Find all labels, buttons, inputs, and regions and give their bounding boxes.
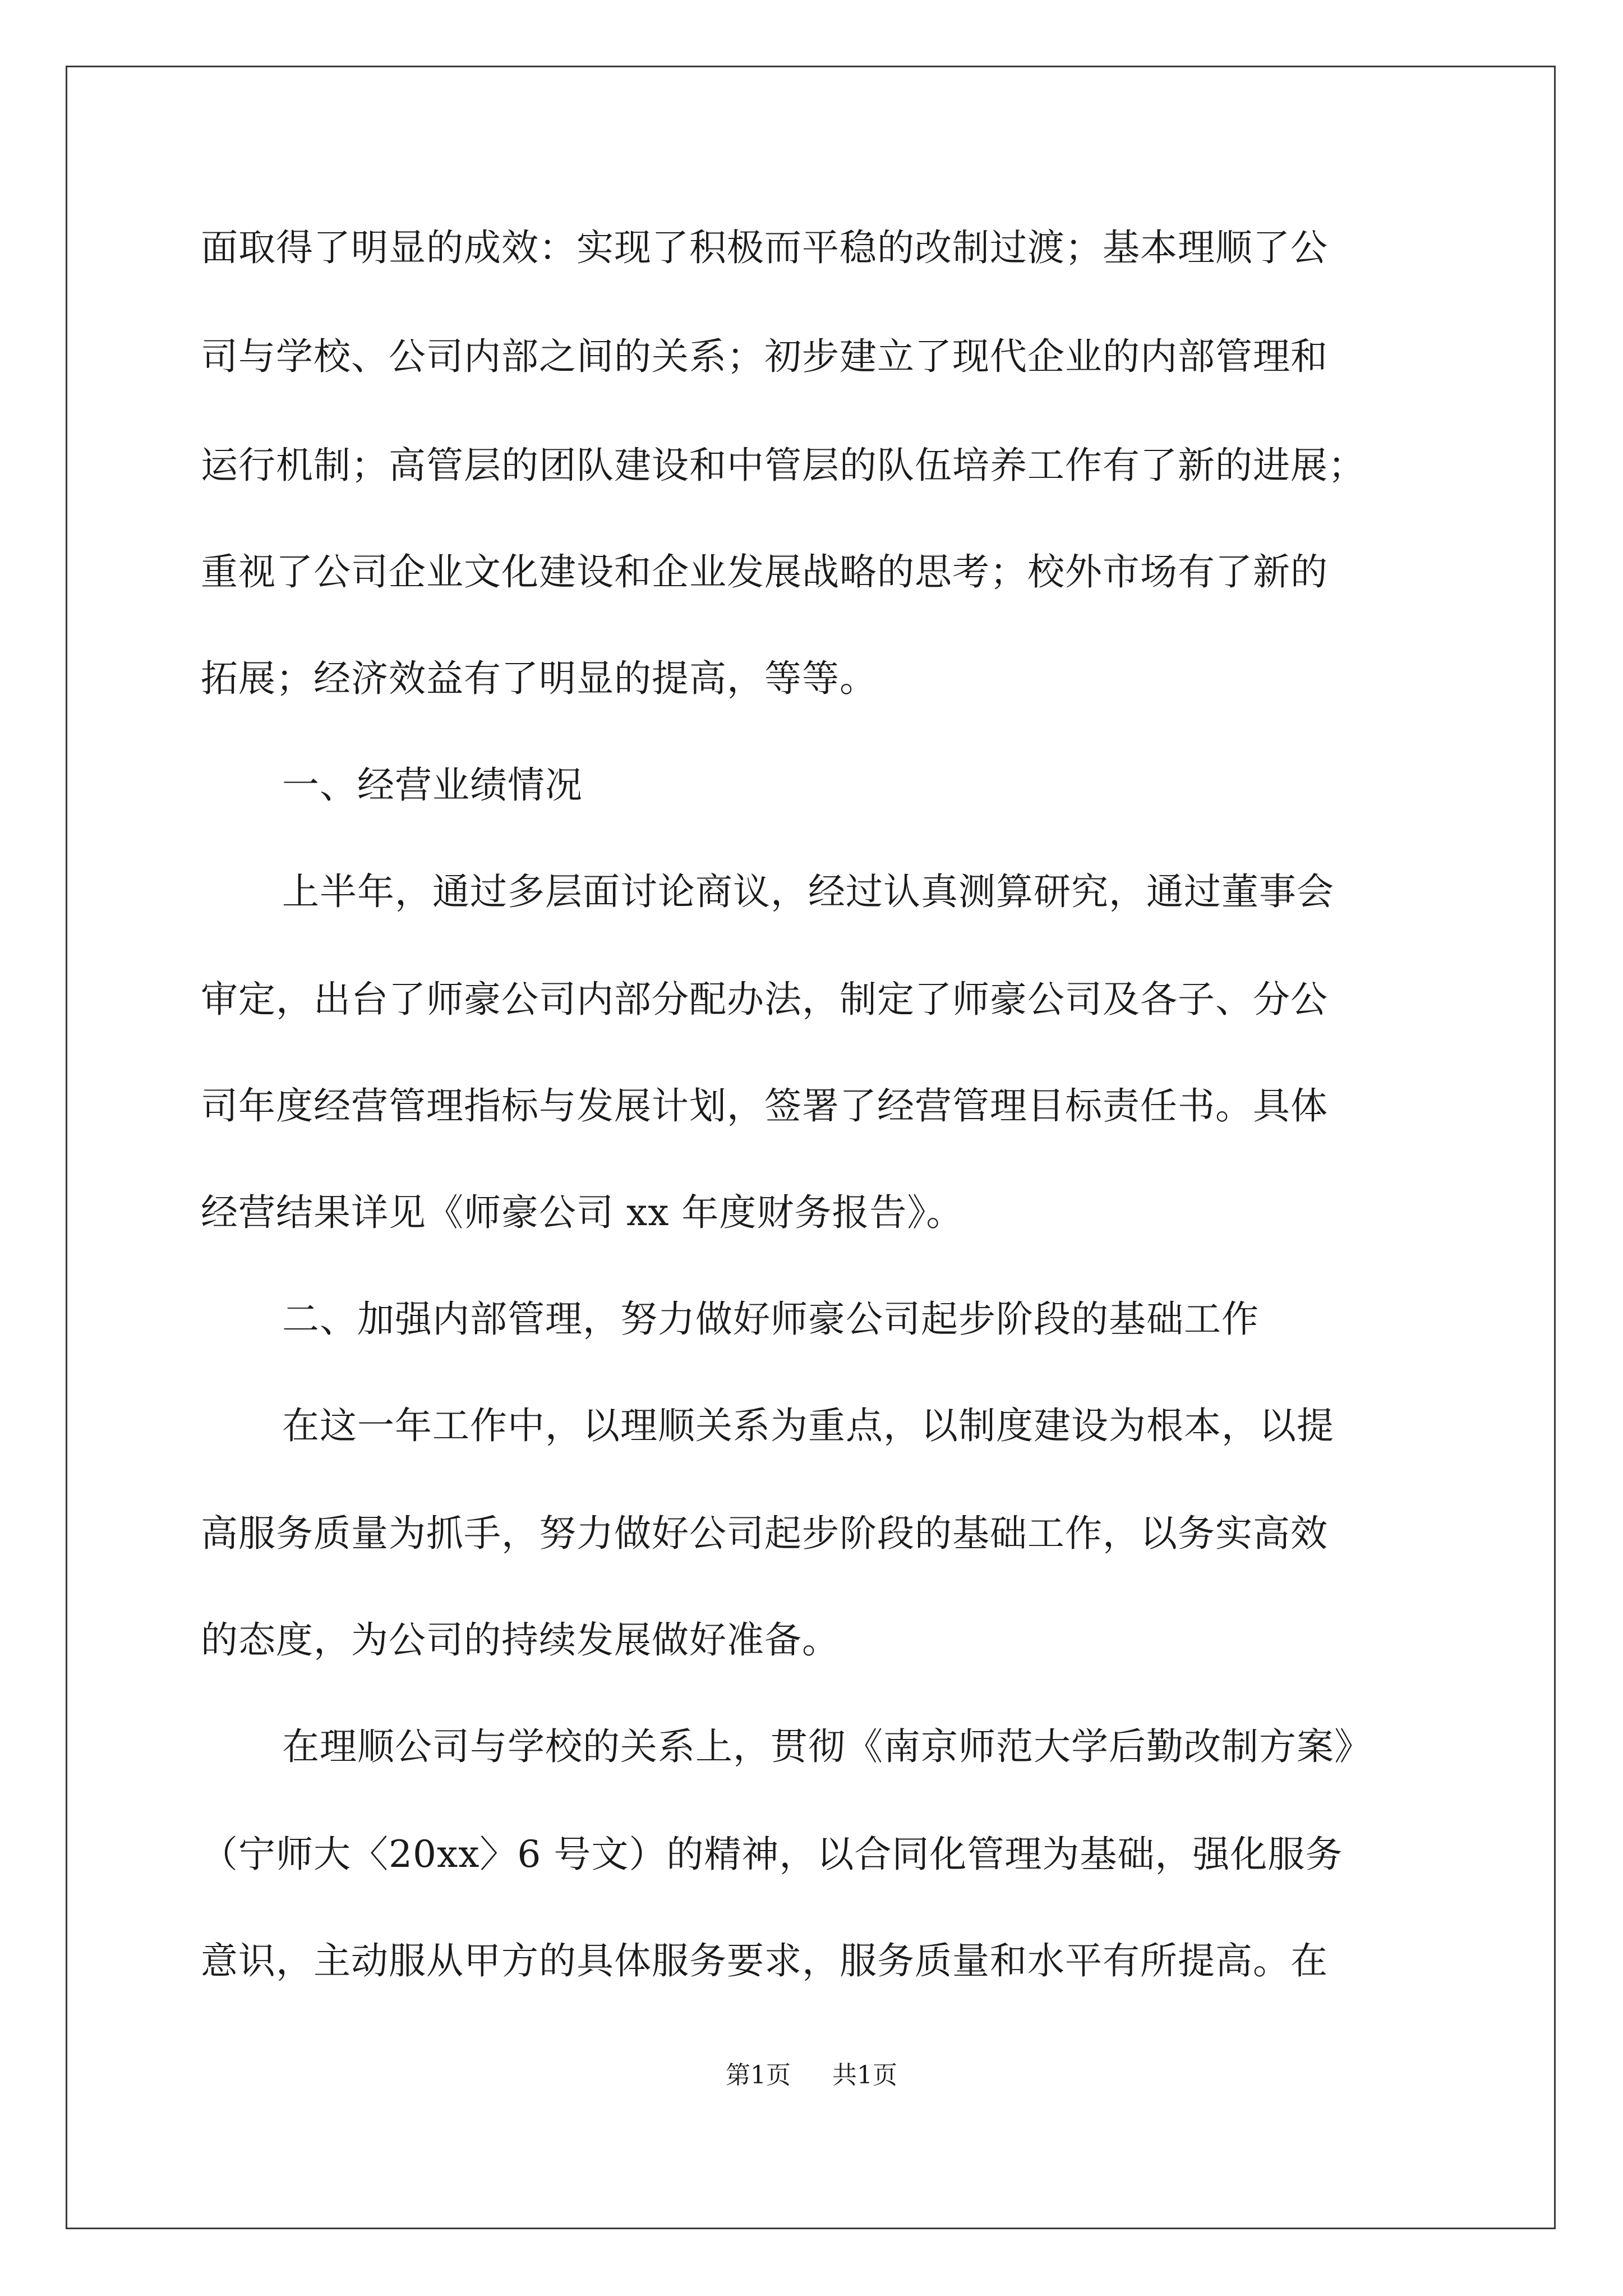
text-line-9: 司年度经营管理指标与发展计划，签署了经营管理目标责任书。具体 bbox=[201, 1084, 1328, 1128]
text-line-4: 重视了公司企业文化建设和企业发展战略的思考；校外市场有了新的 bbox=[201, 550, 1328, 593]
text-line-15: 在理顺公司与学校的关系上，贯彻《南京师范大学后勤改制方案》 bbox=[282, 1725, 1372, 1768]
text-line-8: 审定，出台了师豪公司内部分配办法，制定了师豪公司及各子、分公 bbox=[201, 978, 1328, 1021]
text-line-1: 面取得了明显的成效：实现了积极而平稳的改制过渡；基本理顺了公 bbox=[201, 226, 1328, 269]
text-line-10: 经营结果详见《师豪公司 xx 年度财务报告》。 bbox=[201, 1191, 964, 1234]
text-line-12: 在这一年工作中，以理顺关系为重点，以制度建设为根本，以提 bbox=[282, 1404, 1334, 1447]
text-line-16: （宁师大〈20xx〉6 号文）的精神，以合同化管理为基础，强化服务 bbox=[201, 1833, 1343, 1876]
page-number-current: 第1页 bbox=[726, 2061, 791, 2090]
page-border bbox=[66, 66, 1556, 2229]
text-line-13: 高服务质量为抓手，努力做好公司起步阶段的基础工作，以务实高效 bbox=[201, 1512, 1328, 1555]
text-line-17: 意识，主动服从甲方的具体服务要求，服务质量和水平有所提高。在 bbox=[201, 1939, 1328, 1982]
text-line-5: 拓展；经济效益有了明显的提高，等等。 bbox=[201, 657, 877, 700]
section-heading-2: 二、加强内部管理，努力做好师豪公司起步阶段的基础工作 bbox=[282, 1297, 1259, 1341]
text-line-14: 的态度，为公司的持续发展做好准备。 bbox=[201, 1618, 840, 1662]
page-number-total: 共1页 bbox=[832, 2061, 897, 2090]
section-heading-1: 一、经营业绩情况 bbox=[282, 763, 583, 807]
text-line-3: 运行机制；高管层的团队建设和中管层的队伍培养工作有了新的进展； bbox=[201, 444, 1366, 487]
page-footer bbox=[0, 2059, 1623, 2092]
text-line-7: 上半年，通过多层面讨论商议，经过认真测算研究，通过董事会 bbox=[282, 870, 1334, 913]
text-line-2: 司与学校、公司内部之间的关系；初步建立了现代企业的内部管理和 bbox=[201, 335, 1328, 378]
